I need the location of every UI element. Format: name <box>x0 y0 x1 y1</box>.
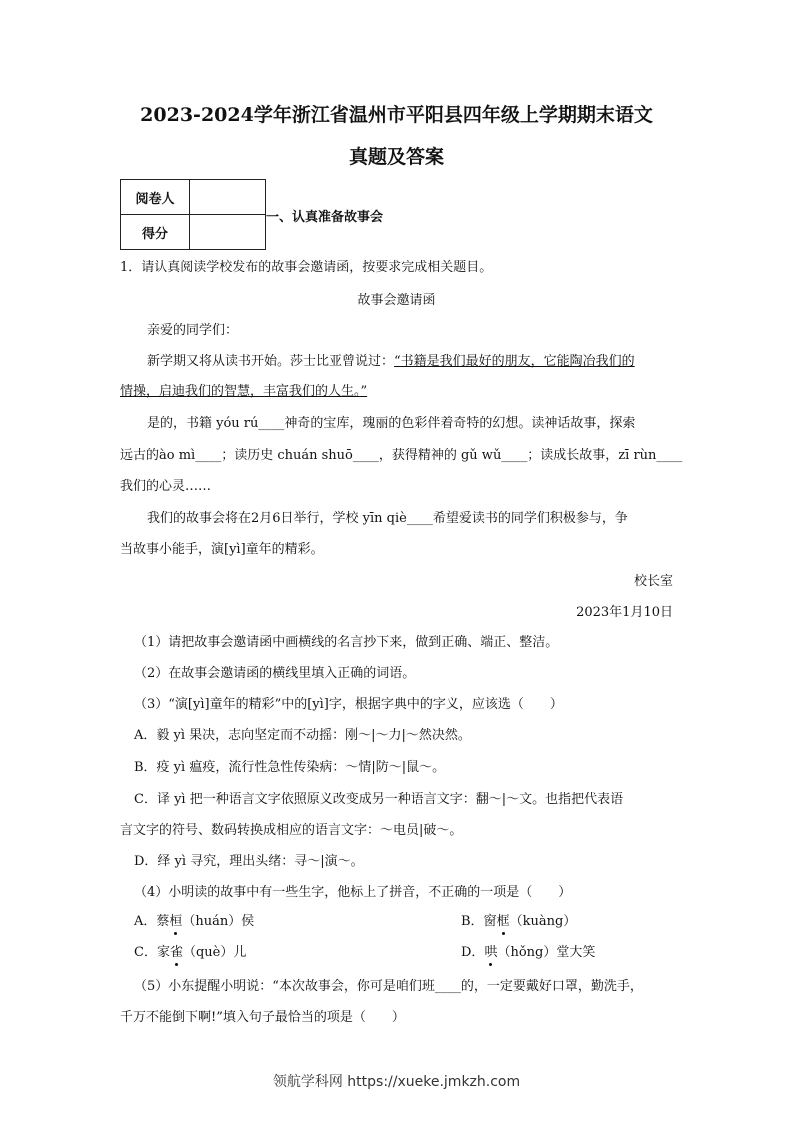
sub4-a-marked-char: 桓 <box>169 914 183 929</box>
paragraph1-intro: 新学期又将从读书开始。莎士比亚曾说过： <box>147 354 395 369</box>
letter-paragraph2-line3: 我们的心灵…… <box>120 479 212 494</box>
sub4-option-b <box>461 913 576 931</box>
sub4-option-a <box>134 913 254 931</box>
sub4-d-marked-char: 哄 <box>484 945 498 960</box>
doc-title-line2: 真题及答案 <box>348 146 444 168</box>
score-label: 得分 <box>121 215 190 250</box>
sub4-a-prefix: A．蔡 <box>134 914 170 929</box>
letter-greeting: 亲爱的同学们： <box>147 323 239 338</box>
sub4-b-prefix: B．窗 <box>461 914 497 929</box>
letter-date: 2023年1月10日 <box>576 605 673 620</box>
sub4-b-suffix: （kuàng） <box>509 914 577 929</box>
sub4-option-d <box>461 944 595 962</box>
letter-paragraph2-line1: 是的，书籍 yóu rú____神奇的宝库，瑰丽的色彩伴着奇特的幻想。读神话故事，探索 <box>147 416 636 431</box>
score-table <box>120 179 266 250</box>
sub4-d-suffix: （hǒng）堂大笑 <box>497 945 596 960</box>
sub4-c-prefix: C．家 <box>134 945 170 960</box>
footer-watermark: 领航学科网 https://xueke.jmkzh.com <box>272 1074 521 1090</box>
question-prompt: 1．请认真阅读学校发布的故事会邀请函，按要求完成相关题目。 <box>120 260 493 275</box>
sub-question-5-line1: （5）小东提醒小明说：“本次故事会，你可是咱们班____的，一定要戴好口罩，勤洗手， <box>134 979 643 994</box>
sub4-a-suffix: （huán）侯 <box>182 914 255 929</box>
underlined-quote-part1: “书籍是我们最好的朋友，它能陶冶我们的 <box>394 354 635 369</box>
letter-paragraph1-line1 <box>147 353 635 371</box>
reviewer-cell <box>190 180 266 215</box>
option-a: A．毅 yì 果决，志向坚定而不动摇：刚～|～力|～然决然。 <box>134 728 471 743</box>
letter-paragraph3-line1: 我们的故事会将在2月6日举行，学校 yīn qiè____希望爱读书的同学们积极参与，争 <box>147 511 628 526</box>
sub-question-3: （3）“演[yì]童年的精彩”中的[yì]字，根据字典中的字义，应该选（ ） <box>134 697 563 712</box>
underlined-quote-part2: 情操，启迪我们的智慧，丰富我们的人生。” <box>120 384 368 399</box>
option-c-line1: C．译 yì 把一种语言文字依照原义改变成另一种语言文字：翻～|～文。也指把代表语 <box>134 792 624 807</box>
sub4-c-marked-char: 雀 <box>169 945 183 960</box>
option-b: B．疫 yì 瘟疫，流行性急性传染病：～情|防～|鼠～。 <box>134 760 446 775</box>
sub-question-5-line2: 千万不能倒下啊!”填入句子最恰当的项是（ ） <box>120 1010 405 1025</box>
option-d: D．绎 yì 寻究，理出头绪：寻～|演～。 <box>134 854 364 869</box>
letter-paragraph2-line2: 远古的ào mì____；读历史 chuán shuō____，获得精神的 gǔ wǔ____；读成长故事，zī rùn____ <box>120 448 683 463</box>
sub-question-2: （2）在故事会邀请函的横线里填入正确的词语。 <box>134 666 416 681</box>
option-c-line2: 言文字的符号、数码转换成相应的语言文字：～电员|破～。 <box>120 823 463 838</box>
letter-paragraph3-line2: 当故事小能手，演[yì]童年的精彩。 <box>120 542 324 557</box>
sub-question-4: （4）小明读的故事中有一些生字，他标上了拼音，不正确的一项是（ ） <box>134 885 572 900</box>
reviewer-label: 阅卷人 <box>121 180 190 215</box>
sub4-option-c <box>134 944 246 962</box>
letter-title: 故事会邀请函 <box>357 293 436 308</box>
letter-paragraph1-line2 <box>120 383 367 401</box>
letter-signature: 校长室 <box>633 574 673 589</box>
sub4-b-marked-char: 框 <box>496 914 510 929</box>
doc-title-line1: 2023-2024学年浙江省温州市平阳县四年级上学期期末语文 <box>140 104 653 126</box>
sub-question-1: （1）请把故事会邀请函中画横线的名言抄下来，做到正确、端正、整洁。 <box>134 635 559 650</box>
sub4-d-prefix: D． <box>461 945 485 960</box>
section-heading: 一、认真准备故事会 <box>266 210 384 225</box>
sub4-c-suffix: （què）儿 <box>182 945 247 960</box>
score-cell <box>190 215 266 250</box>
